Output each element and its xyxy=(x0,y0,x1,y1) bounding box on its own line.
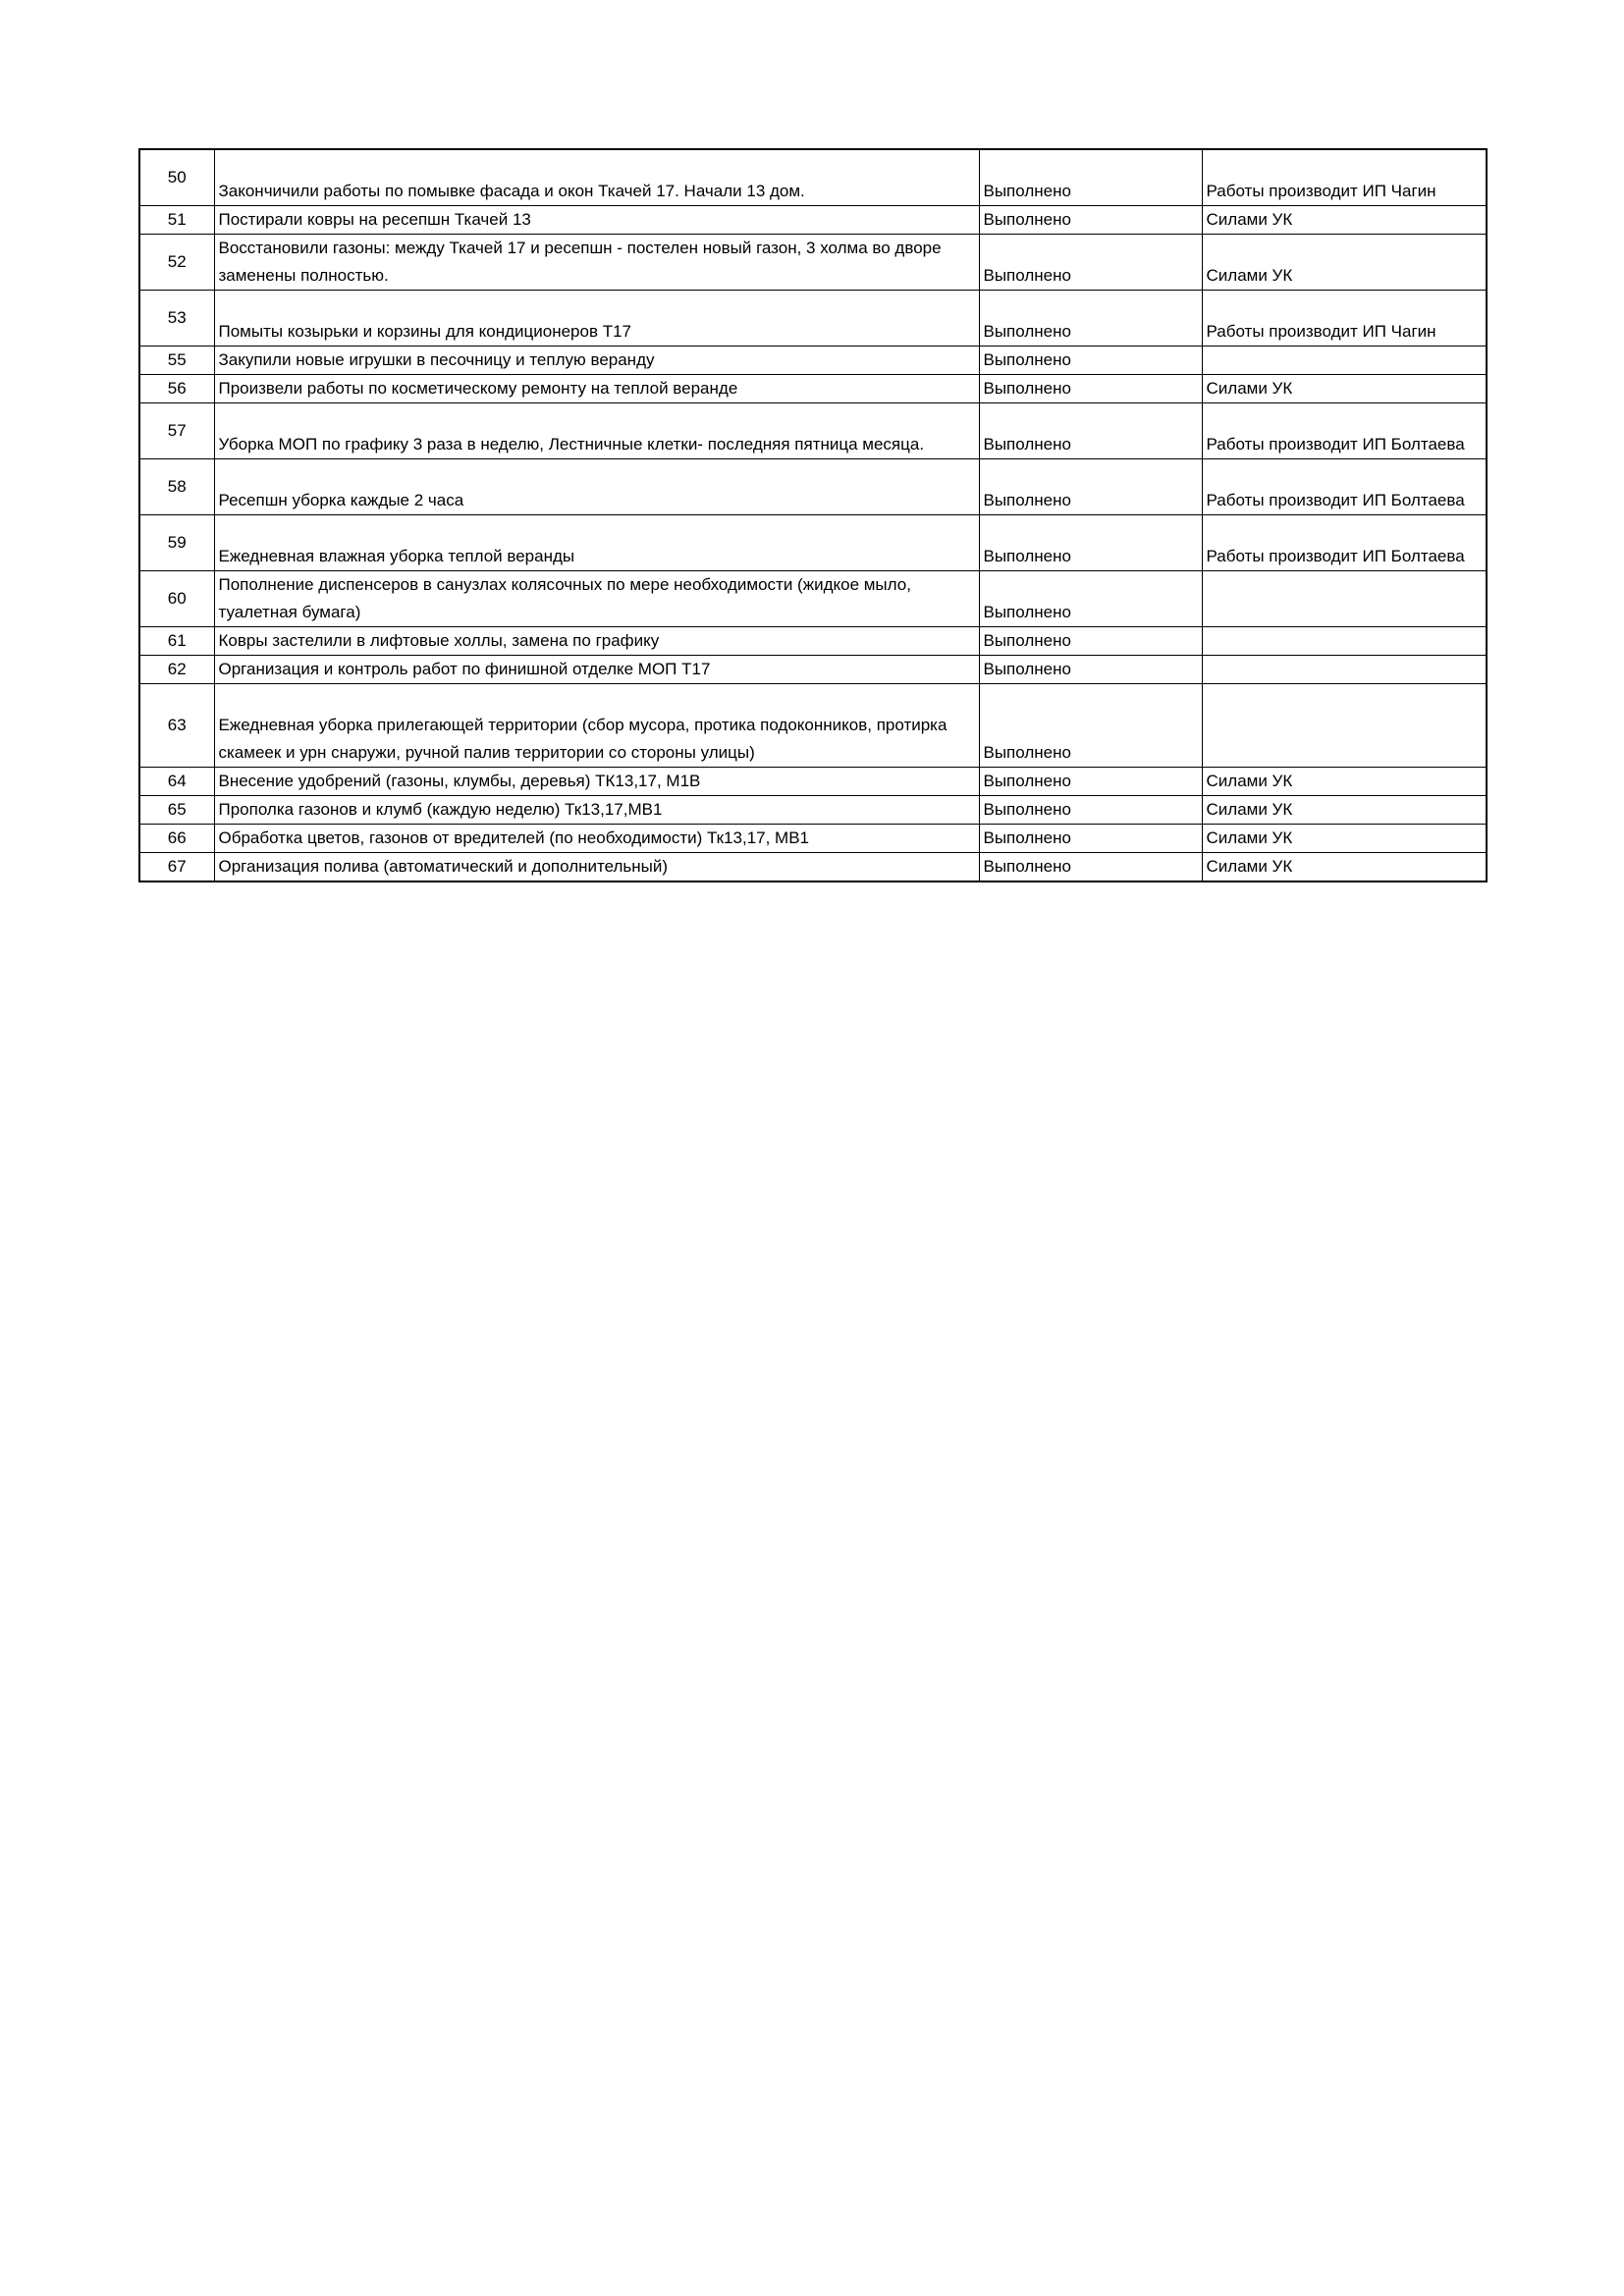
table-row xyxy=(139,684,1487,768)
row-note: Работы производит ИП Чагин xyxy=(1202,149,1487,206)
row-status: Выполнено xyxy=(979,347,1202,375)
row-note: Силами УК xyxy=(1202,796,1487,825)
row-status: Выполнено xyxy=(979,571,1202,627)
row-note: Силами УК xyxy=(1202,825,1487,853)
table-row xyxy=(139,853,1487,882)
row-description: Обработка цветов, газонов от вредителей (по необходимости) Тк13,17, МВ1 xyxy=(214,825,979,853)
table-row xyxy=(139,235,1487,291)
row-status: Выполнено xyxy=(979,291,1202,347)
row-note: Работы производит ИП Болтаева xyxy=(1202,515,1487,571)
row-description: Ежедневная влажная уборка теплой веранды xyxy=(214,515,979,571)
row-number: 62 xyxy=(139,656,214,684)
row-number: 60 xyxy=(139,571,214,627)
row-note: Работы производит ИП Болтаева xyxy=(1202,403,1487,459)
row-status: Выполнено xyxy=(979,375,1202,403)
row-description: Постирали ковры на ресепшн Ткачей 13 xyxy=(214,206,979,235)
row-status: Выполнено xyxy=(979,768,1202,796)
row-number: 53 xyxy=(139,291,214,347)
row-description: Восстановили газоны: между Ткачей 17 и ресепшн - постелен новый газон, 3 холма во дворе заменены полностью. xyxy=(214,235,979,291)
row-description: Уборка МОП по графику 3 раза в неделю, Лестничные клетки- последняя пятница месяца. xyxy=(214,403,979,459)
row-description: Ковры застелили в лифтовые холлы, замена по графику xyxy=(214,627,979,656)
row-number: 63 xyxy=(139,684,214,768)
table-row xyxy=(139,149,1487,206)
row-note: Силами УК xyxy=(1202,235,1487,291)
row-description: Помыты козырьки и корзины для кондиционеров Т17 xyxy=(214,291,979,347)
row-description: Организация и контроль работ по финишной отделке МОП Т17 xyxy=(214,656,979,684)
row-note: Силами УК xyxy=(1202,853,1487,882)
row-description: Закупили новые игрушки в песочницу и теплую веранду xyxy=(214,347,979,375)
row-status: Выполнено xyxy=(979,853,1202,882)
row-note: Силами УК xyxy=(1202,768,1487,796)
row-status: Выполнено xyxy=(979,206,1202,235)
table-row xyxy=(139,347,1487,375)
row-note xyxy=(1202,656,1487,684)
row-note xyxy=(1202,627,1487,656)
row-number: 67 xyxy=(139,853,214,882)
row-note xyxy=(1202,684,1487,768)
table-row xyxy=(139,571,1487,627)
row-note: Силами УК xyxy=(1202,375,1487,403)
row-description: Ресепшн уборка каждые 2 часа xyxy=(214,459,979,515)
row-number: 57 xyxy=(139,403,214,459)
table-row xyxy=(139,796,1487,825)
table-row xyxy=(139,291,1487,347)
row-status: Выполнено xyxy=(979,627,1202,656)
table-row xyxy=(139,375,1487,403)
row-status: Выполнено xyxy=(979,796,1202,825)
row-number: 55 xyxy=(139,347,214,375)
table-row xyxy=(139,825,1487,853)
table-row xyxy=(139,459,1487,515)
row-status: Выполнено xyxy=(979,515,1202,571)
row-number: 52 xyxy=(139,235,214,291)
row-description: Внесение удобрений (газоны, клумбы, деревья) ТК13,17, М1В xyxy=(214,768,979,796)
row-status: Выполнено xyxy=(979,684,1202,768)
row-status: Выполнено xyxy=(979,235,1202,291)
row-note: Работы производит ИП Болтаева xyxy=(1202,459,1487,515)
row-number: 59 xyxy=(139,515,214,571)
row-description: Произвели работы по косметическому ремонту на теплой веранде xyxy=(214,375,979,403)
table-row xyxy=(139,768,1487,796)
row-status: Выполнено xyxy=(979,149,1202,206)
row-number: 51 xyxy=(139,206,214,235)
row-note xyxy=(1202,571,1487,627)
row-status: Выполнено xyxy=(979,459,1202,515)
row-description: Закончичили работы по помывке фасада и окон Ткачей 17. Начали 13 дом. xyxy=(214,149,979,206)
work-report-table xyxy=(138,148,1488,882)
row-description: Прополка газонов и клумб (каждую неделю) Тк13,17,МВ1 xyxy=(214,796,979,825)
row-note xyxy=(1202,347,1487,375)
row-note: Работы производит ИП Чагин xyxy=(1202,291,1487,347)
table-row xyxy=(139,656,1487,684)
table-row xyxy=(139,403,1487,459)
row-number: 58 xyxy=(139,459,214,515)
row-note: Силами УК xyxy=(1202,206,1487,235)
row-number: 65 xyxy=(139,796,214,825)
row-description: Пополнение диспенсеров в санузлах колясочных по мере необходимости (жидкое мыло, туалетная бумага) xyxy=(214,571,979,627)
table-row xyxy=(139,206,1487,235)
row-description: Организация полива (автоматический и дополнительный) xyxy=(214,853,979,882)
row-number: 50 xyxy=(139,149,214,206)
table-row xyxy=(139,627,1487,656)
table-row xyxy=(139,515,1487,571)
row-number: 56 xyxy=(139,375,214,403)
row-number: 66 xyxy=(139,825,214,853)
row-number: 61 xyxy=(139,627,214,656)
row-status: Выполнено xyxy=(979,656,1202,684)
row-status: Выполнено xyxy=(979,403,1202,459)
row-description: Ежедневная уборка прилегающей территории (сбор мусора, протика подоконников, протирка скамеек и урн снаружи, ручной палив территории со стороны улицы) xyxy=(214,684,979,768)
row-number: 64 xyxy=(139,768,214,796)
row-status: Выполнено xyxy=(979,825,1202,853)
